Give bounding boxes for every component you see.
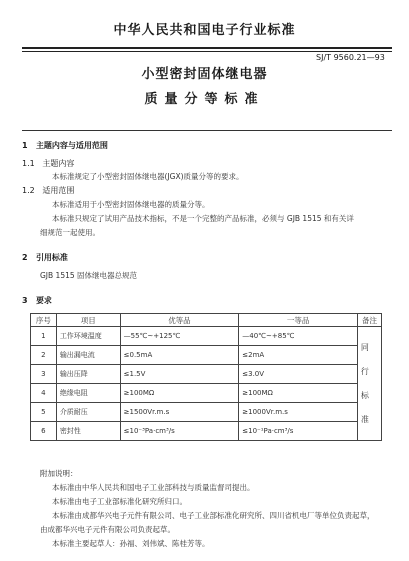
cell-remark (357, 327, 381, 441)
section-number: 1.1 (22, 159, 35, 168)
requirements-table (30, 313, 382, 441)
cell-grade-2: ≤3.0V (239, 365, 358, 384)
cell-grade-2: ≤10⁻¹Pa·cm³/s (239, 422, 358, 441)
section-1-1-heading (22, 158, 74, 169)
section-number: 3 (22, 296, 28, 305)
section-title: 主题内容与适用范围 (35, 141, 108, 150)
appendix-line: 本标准主要起草人：孙福、刘伟斌、陈桂芳等。 (52, 539, 210, 548)
remark-char: 准 (360, 414, 369, 424)
cell-item: 输出压降 (56, 365, 120, 384)
standard-code: SJ/T 9560.21—93 (316, 53, 385, 62)
table-row (31, 365, 382, 384)
appendix-line: 本标准由电子工业部标准化研究所归口。 (52, 497, 187, 506)
header-rule-thin (22, 51, 392, 52)
cell-grade-1: ≤0.5mA (120, 346, 239, 365)
section-1-1-body: 本标准规定了小型密封固体继电器(JGX)质量分等的要求。 (52, 172, 244, 181)
remark-char: 行 (360, 366, 369, 376)
table-row (31, 403, 382, 422)
section-2-heading (22, 252, 68, 263)
appendix-title: 附加说明： (40, 469, 78, 478)
cell-grade-2: ≤2mA (239, 346, 358, 365)
appendix-line: 由成都华兴电子元件有限公司负责起草。 (40, 525, 175, 534)
cell-no: 5 (31, 403, 57, 422)
table-row (31, 327, 382, 346)
cell-grade-2: ≥1000Vr.m.s (239, 403, 358, 422)
cell-no: 4 (31, 384, 57, 403)
cell-grade-1: ≤1.5V (120, 365, 239, 384)
cell-item: 绝缘电阻 (56, 384, 120, 403)
cell-no: 3 (31, 365, 57, 384)
section-number: 1 (22, 141, 28, 150)
section-3-heading (22, 295, 52, 306)
title-rule (22, 130, 392, 131)
section-title: 主题内容 (42, 159, 75, 168)
reference-standard: GJB 1515 固体继电器总规范 (40, 271, 138, 280)
appendix-line: 本标准由成都华兴电子元件有限公司、电子工业部标准化研究所、四川省机电厂等单位负责起草， (52, 511, 375, 520)
section-title: 要求 (35, 296, 52, 305)
col-header-grade-1: 优等品 (120, 314, 239, 327)
section-1-2-heading (22, 185, 74, 196)
cell-item: 密封性 (56, 422, 120, 441)
cell-no: 1 (31, 327, 57, 346)
cell-grade-1: ≥1500Vr.m.s (120, 403, 239, 422)
col-header-grade-2: 一等品 (239, 314, 358, 327)
col-header-remark: 备注 (357, 314, 381, 327)
section-title: 引用标准 (35, 253, 68, 262)
section-number: 2 (22, 253, 28, 262)
document-subtitle: 质量分等标准 (144, 92, 265, 107)
section-1-2-body-line2: 本标准只规定了试用产品技术指标，不是一个完整的产品标准，必须与 GJB 1515 和有关详 (52, 214, 354, 223)
remark-char: 同 (360, 342, 369, 352)
section-1-2-body-line3: 细规范一起使用。 (40, 228, 100, 237)
cell-item: 工作环境温度 (56, 327, 120, 346)
cell-grade-1: —55℃~+125℃ (120, 327, 239, 346)
table-header-row (31, 314, 382, 327)
section-1-2-body-line1: 本标准适用于小型密封固体继电器的质量分等。 (52, 200, 210, 209)
cell-grade-1: ≥100MΩ (120, 384, 239, 403)
header-rule (22, 47, 392, 49)
section-title: 适用范围 (42, 186, 75, 195)
appendix-line: 本标准由中华人民共和国电子工业部科技与质量监督司提出。 (52, 483, 255, 492)
section-number: 1.2 (22, 186, 35, 195)
table-row (31, 346, 382, 365)
table-row (31, 422, 382, 441)
standard-org-title: 中华人民共和国电子行业标准 (113, 23, 296, 38)
table-row (31, 384, 382, 403)
cell-item: 输出漏电流 (56, 346, 120, 365)
col-header-no: 序号 (31, 314, 57, 327)
cell-no: 2 (31, 346, 57, 365)
section-1-heading (22, 140, 108, 151)
col-header-item: 项目 (56, 314, 120, 327)
cell-grade-2: —40℃~+85℃ (239, 327, 358, 346)
cell-item: 介质耐压 (56, 403, 120, 422)
remark-char: 标 (360, 390, 369, 400)
document-title: 小型密封固体继电器 (141, 67, 268, 82)
cell-grade-1: ≤10⁻³Pa·cm³/s (120, 422, 239, 441)
cell-no: 6 (31, 422, 57, 441)
cell-grade-2: ≥100MΩ (239, 384, 358, 403)
